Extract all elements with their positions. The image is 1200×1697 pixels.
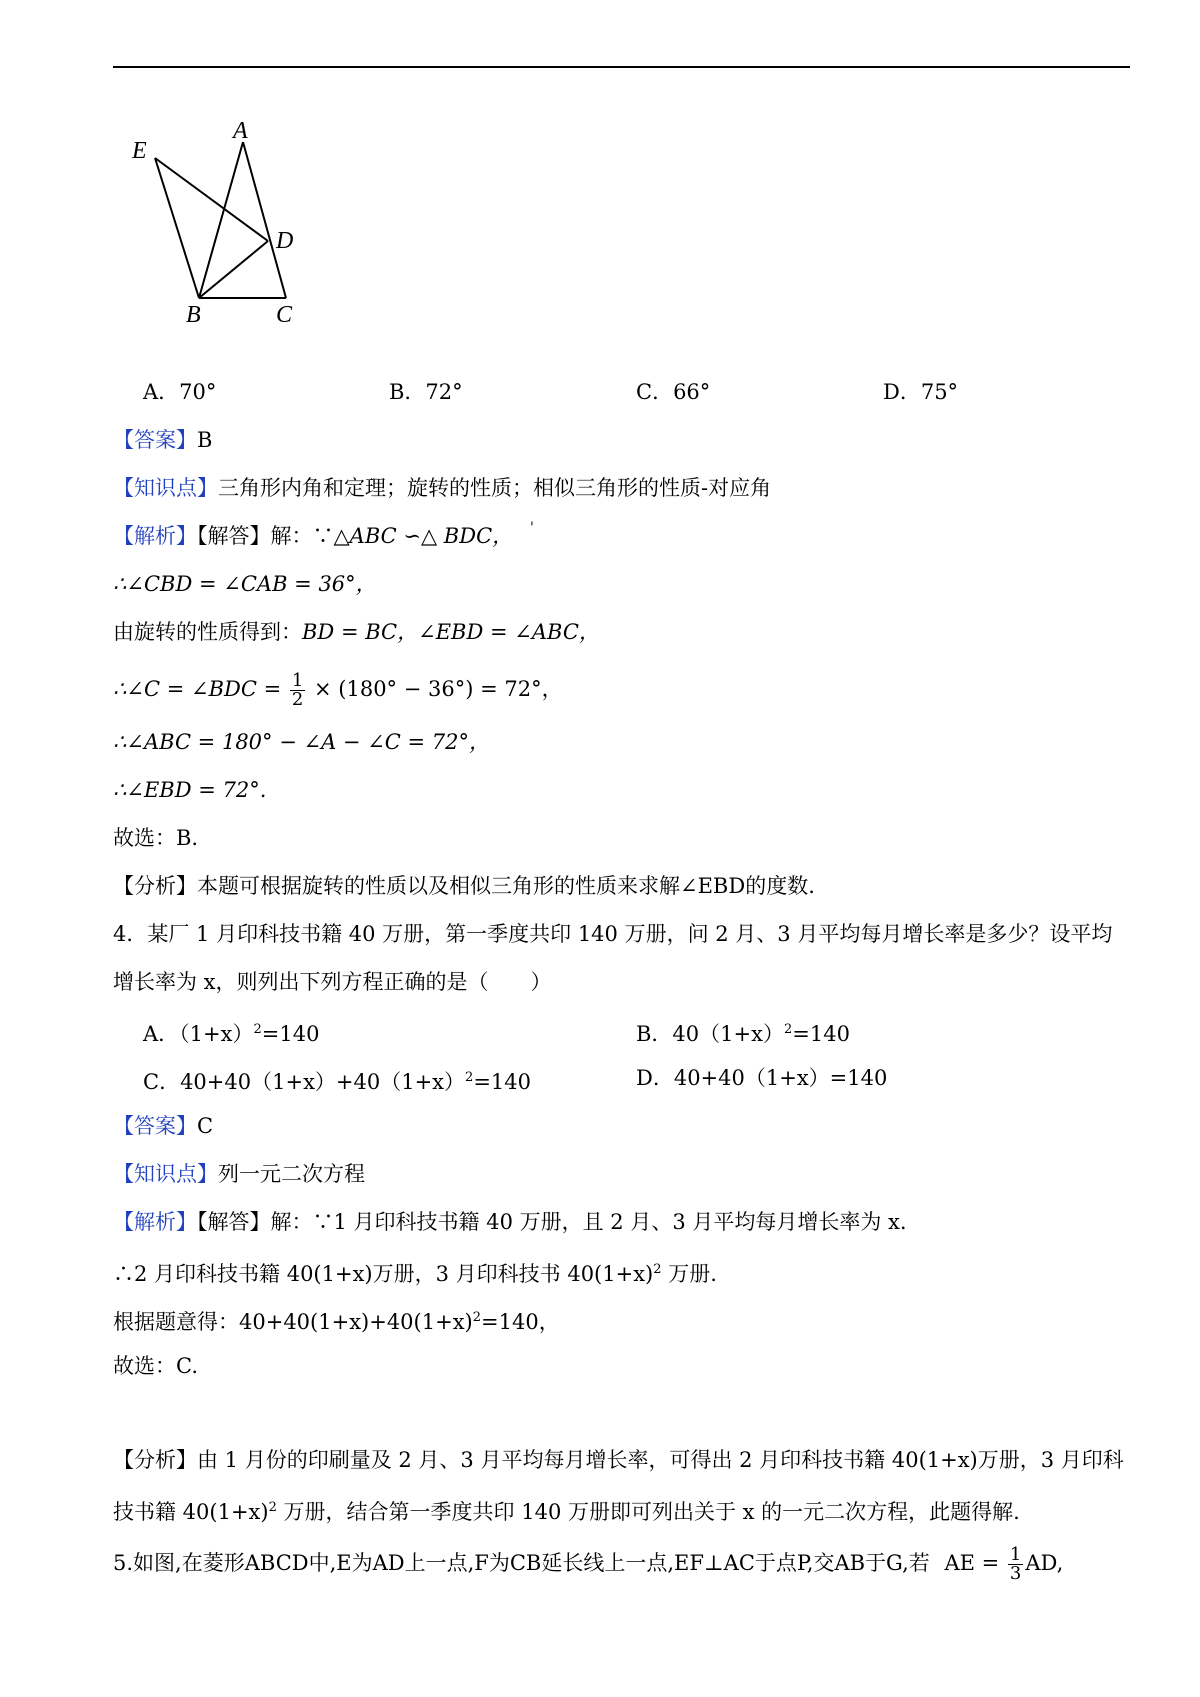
segment-BD [199, 241, 268, 298]
answer-tag: 【答案】 [113, 1114, 197, 1138]
q3-conclusion: 故选：B. [113, 826, 199, 850]
knowledge-text: 列一元二次方程 [218, 1162, 365, 1186]
knowledge-text: 三角形内角和定理；旋转的性质；相似三角形的性质-对应角 [218, 476, 772, 500]
segment-EB [155, 158, 199, 298]
q4-summary-2: 技书籍 $40(1+x)^2$ 万册，结合第一季度共印 140 万册即可列出关于 x 的一元二次方程，此题得解. [113, 1500, 1020, 1524]
analysis-math: ABC ∽△ BDC， [349, 524, 514, 548]
step-text: 由旋转的性质得到： [113, 620, 302, 644]
q3-step-3 [113, 672, 563, 709]
q3-step-1: ∴∠CBD = ∠CAB = 36°， [113, 572, 377, 596]
q4-knowledge [113, 1160, 365, 1188]
q3-step-2 [113, 618, 600, 646]
q4-analysis [113, 1208, 907, 1236]
option-b: B．72° [389, 380, 463, 404]
analysis-text: 【解答】解：∵1 月印科技书籍 40 万册，且 2 月、3 月平均每月增长率为 x. [197, 1210, 907, 1234]
step-math-b: × (180° − 36°) = 72°， [314, 677, 563, 701]
option-d: D．75° [883, 380, 959, 404]
q4-option-d: D．40+40（1+x）=140 [636, 1066, 888, 1090]
stray-mark: ' [530, 520, 534, 536]
q5-math-b: AD, [1025, 1551, 1064, 1575]
q4-option-c: C．$40+40(1+x)+40(1+x)^2=140$ [143, 1070, 531, 1094]
q3-step-4: ∴∠ABC = 180° − ∠A − ∠C = 72°， [113, 730, 491, 754]
analysis-intro: 【解答】解：∵△ [197, 524, 350, 548]
fraction [290, 672, 305, 709]
label-B: B [186, 302, 201, 328]
q4-answer [113, 1112, 213, 1140]
q4-option-a: A．$(1+x)^2=140$ [143, 1022, 320, 1046]
knowledge-tag: 【知识点】 [113, 476, 218, 500]
q3-knowledge [113, 474, 771, 502]
q4-conclusion: 故选：C. [113, 1354, 198, 1378]
step-math-a: ∴∠C = ∠BDC = [113, 677, 282, 701]
segment-AB [199, 142, 243, 298]
answer-tag: 【答案】 [113, 428, 197, 452]
q3-step-5: ∴∠EBD = 72°. [113, 778, 267, 802]
step-math: BD = BC，∠EBD = ∠ABC， [302, 620, 600, 644]
q4-step-1: ∴2 月印科技书籍 40(1+x)万册，3 月印科技书 $40(1+x)^2$ 万册. [113, 1262, 717, 1286]
knowledge-tag: 【知识点】 [113, 1162, 218, 1186]
label-E: E [132, 138, 147, 164]
segment-AC [243, 142, 286, 298]
q5-stem [113, 1546, 1063, 1583]
q4-option-b: B．$40(1+x)^2=140$ [636, 1022, 850, 1046]
q4-stem-1: 4．某厂 1 月印科技书籍 40 万册，第一季度共印 140 万册，问 2 月、3 月平均每月增长率是多少？设平均 [113, 922, 1113, 946]
header-rule [113, 66, 1130, 68]
analysis-tag: 【解析】 [113, 524, 197, 548]
fraction-numerator: 1 [291, 670, 304, 691]
geometry-figure [130, 120, 350, 360]
option-a: A．70° [143, 380, 217, 404]
q5-math-a: AE = [944, 1551, 1000, 1575]
label-A: A [233, 120, 248, 144]
fraction-denominator: 2 [291, 689, 304, 710]
option-c: C．66° [636, 380, 711, 404]
q4-stem-2: 增长率为 x，则列出下列方程正确的是（ ） [113, 970, 552, 994]
q4-summary-1: 【分析】由 1 月份的印刷量及 2 月、3 月平均每月增长率，可得出 2 月印科技书籍 40(1+x)万册，3 月印科 [113, 1448, 1124, 1472]
label-C: C [276, 302, 293, 328]
q3-answer [113, 426, 212, 454]
q5-stem-text: 5.如图,在菱形ABCD中,E为AD上一点,F为CB延长线上一点,EF⊥AC于点P,交AB于G,若 [113, 1551, 930, 1575]
q4-step-2: 根据题意得：$40+40(1+x)+40(1+x)^2=140$， [113, 1310, 560, 1334]
q3-summary: 【分析】本题可根据旋转的性质以及相似三角形的性质来求解∠EBD的度数. [113, 874, 815, 898]
q5-fraction: $\frac{1}{3}$ [1009, 1544, 1022, 1584]
label-D: D [276, 228, 294, 254]
answer-value: B [197, 428, 213, 452]
q3-analysis [113, 522, 513, 550]
answer-value: C [197, 1114, 214, 1138]
analysis-tag: 【解析】 [113, 1210, 197, 1234]
